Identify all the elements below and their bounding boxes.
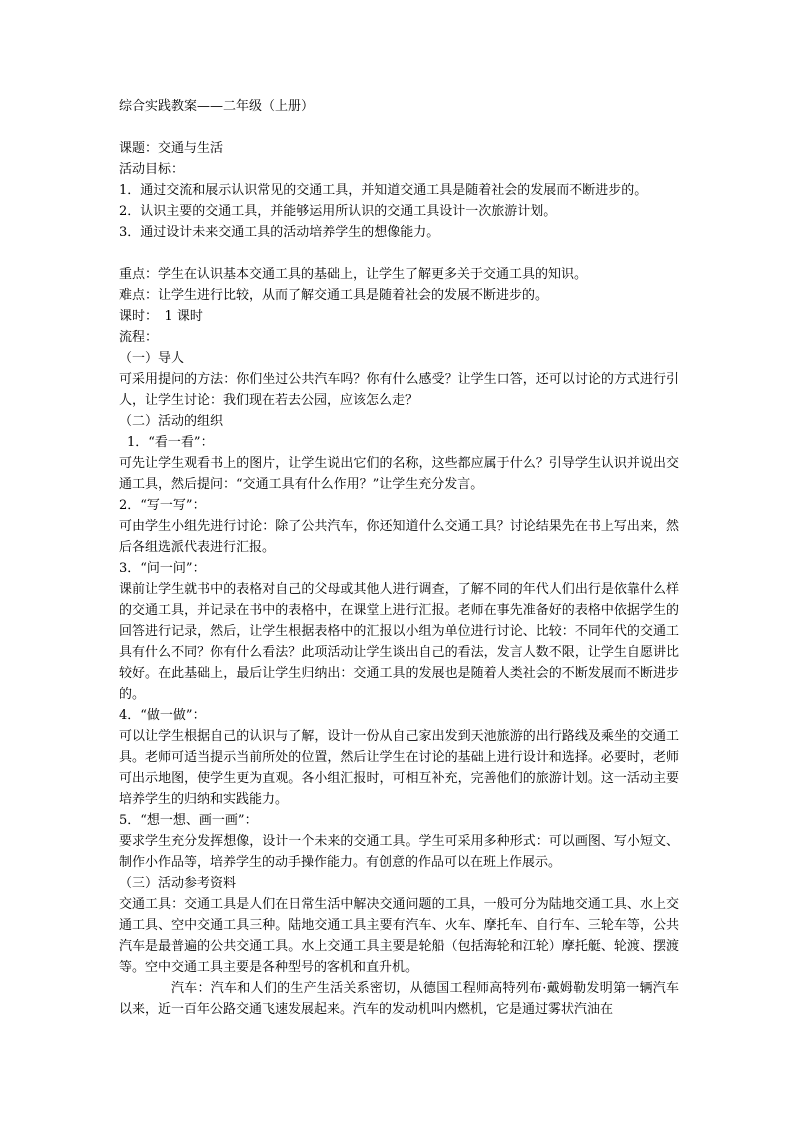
step-5-heading: 5．“想一想、画一画”：: [119, 813, 258, 828]
step-3-text: 课前让学生就书中的表格对自己的父母或其他人进行调查，了解不同的年代人们出行是依靠什么样的交通工具，并记录在书中的表格中，在课堂上进行汇报。老师在事先准备好的表格中依据学生的回答进行记录，然后，让学生根据表格中的汇报以小组为单位进行讨论、比较：不同年代的交通工具有什么不同？你有什么看法？此项活动让学生谈出自己的看法，发言人数不限，让学生自愿讲比较好。在此基础上，最后让学生归纳出：交通工具的发展也是随着人类社会的不断发展而不断进步的。: [119, 582, 679, 702]
goal-item-3: 3．通过设计未来交通工具的活动培养学生的想像能力。: [119, 225, 440, 240]
lesson-topic: 课题：交通与生活: [119, 141, 224, 156]
blank-line: [119, 243, 679, 264]
key-point: 重点：学生在认识基本交通工具的基础上，让学生了解更多关于交通工具的知识。: [119, 267, 588, 282]
step-3-heading: 3．“问一问”：: [119, 561, 206, 576]
document-title: 综合实践教案——二年级（上册）: [119, 99, 315, 114]
step-1-heading: 1．“看一看”：: [127, 435, 214, 450]
reference-text: 交通工具：交通工具是人们在日常生活中解决交通问题的工具，一般可分为陆地交通工具、水上交通工具、空中交通工具三种。陆地交通工具主要有汽车、火车、摩托车、自行车、三轮车等，公共汽车是最普遍的公共交通工具。水上交通工具主要是轮船（包括海轮和江轮）摩托艇、轮渡、摆渡等。空中交通工具主要是各种型号的客机和直升机。: [119, 897, 679, 975]
step-2-heading: 2．“写一写”：: [119, 498, 206, 513]
step-5-text: 要求学生充分发挥想像，设计一个未来的交通工具。学生可采用多种形式：可以画图、写小短文、制作小作品等，培养学生的动手操作能力。有创意的作品可以在班上作展示。: [119, 834, 679, 870]
step-4-heading: 4．“做一做”：: [119, 708, 206, 723]
document-page: [119, 96, 679, 1020]
section-1-heading: （一）导人: [119, 351, 185, 366]
car-text: 汽车：汽车和人们的生产生活关系密切，从德国工程师高特列布·戴姆勒发明第一辆汽车以来，近一百年公路交通飞速发展起来。汽车的发动机叫内燃机，它是通过雾状汽油在: [119, 981, 679, 1017]
section-3-heading: （三）活动参考资料: [119, 876, 237, 891]
section-1-text: 可采用提问的方法：你们坐过公共汽车吗？你有什么感受？让学生口答，还可以讨论的方式进行引人，让学生讨论：我们现在若去公园，应该怎么走？: [119, 372, 679, 408]
section-2-heading: （二）活动的组织: [119, 414, 224, 429]
class-hours: 课时： 1 课时: [119, 309, 203, 324]
process-heading: 流程：: [119, 330, 159, 345]
blank-line: [119, 117, 679, 138]
step-2-text: 可由学生小组先进行讨论：除了公共汽车，你还知道什么交通工具？讨论结果先在书上写出来，然后各组选派代表进行汇报。: [119, 519, 679, 555]
goal-item-2: 2．认识主要的交通工具，并能够运用所认识的交通工具设计一次旅游计划。: [119, 204, 557, 219]
goals-heading: 活动目标：: [119, 162, 185, 177]
difficulty: 难点：让学生进行比较，从而了解交通工具是随着社会的发展不断进步的。: [119, 288, 549, 303]
goal-item-1: 1．通过交流和展示认识常见的交通工具，并知道交通工具是随着社会的发展而不断进步的。: [119, 183, 648, 198]
step-1-text: 可先让学生观看书上的图片，让学生说出它们的名称，这些都应属于什么？引导学生认识并说出交通工具，然后提问：“交通工具有什么作用？”让学生充分发言。: [119, 456, 679, 492]
step-4-text: 可以让学生根据自己的认识与了解，设计一份从自己家出发到天池旅游的出行路线及乘坐的交通工具。老师可适当提示当前所处的位置，然后让学生在讨论的基础上进行设计和选择。必要时，老师可出示地图，使学生更为直观。各小组汇报时，可相互补充，完善他们的旅游计划。这一活动主要培养学生的归纳和实践能力。: [119, 729, 679, 807]
